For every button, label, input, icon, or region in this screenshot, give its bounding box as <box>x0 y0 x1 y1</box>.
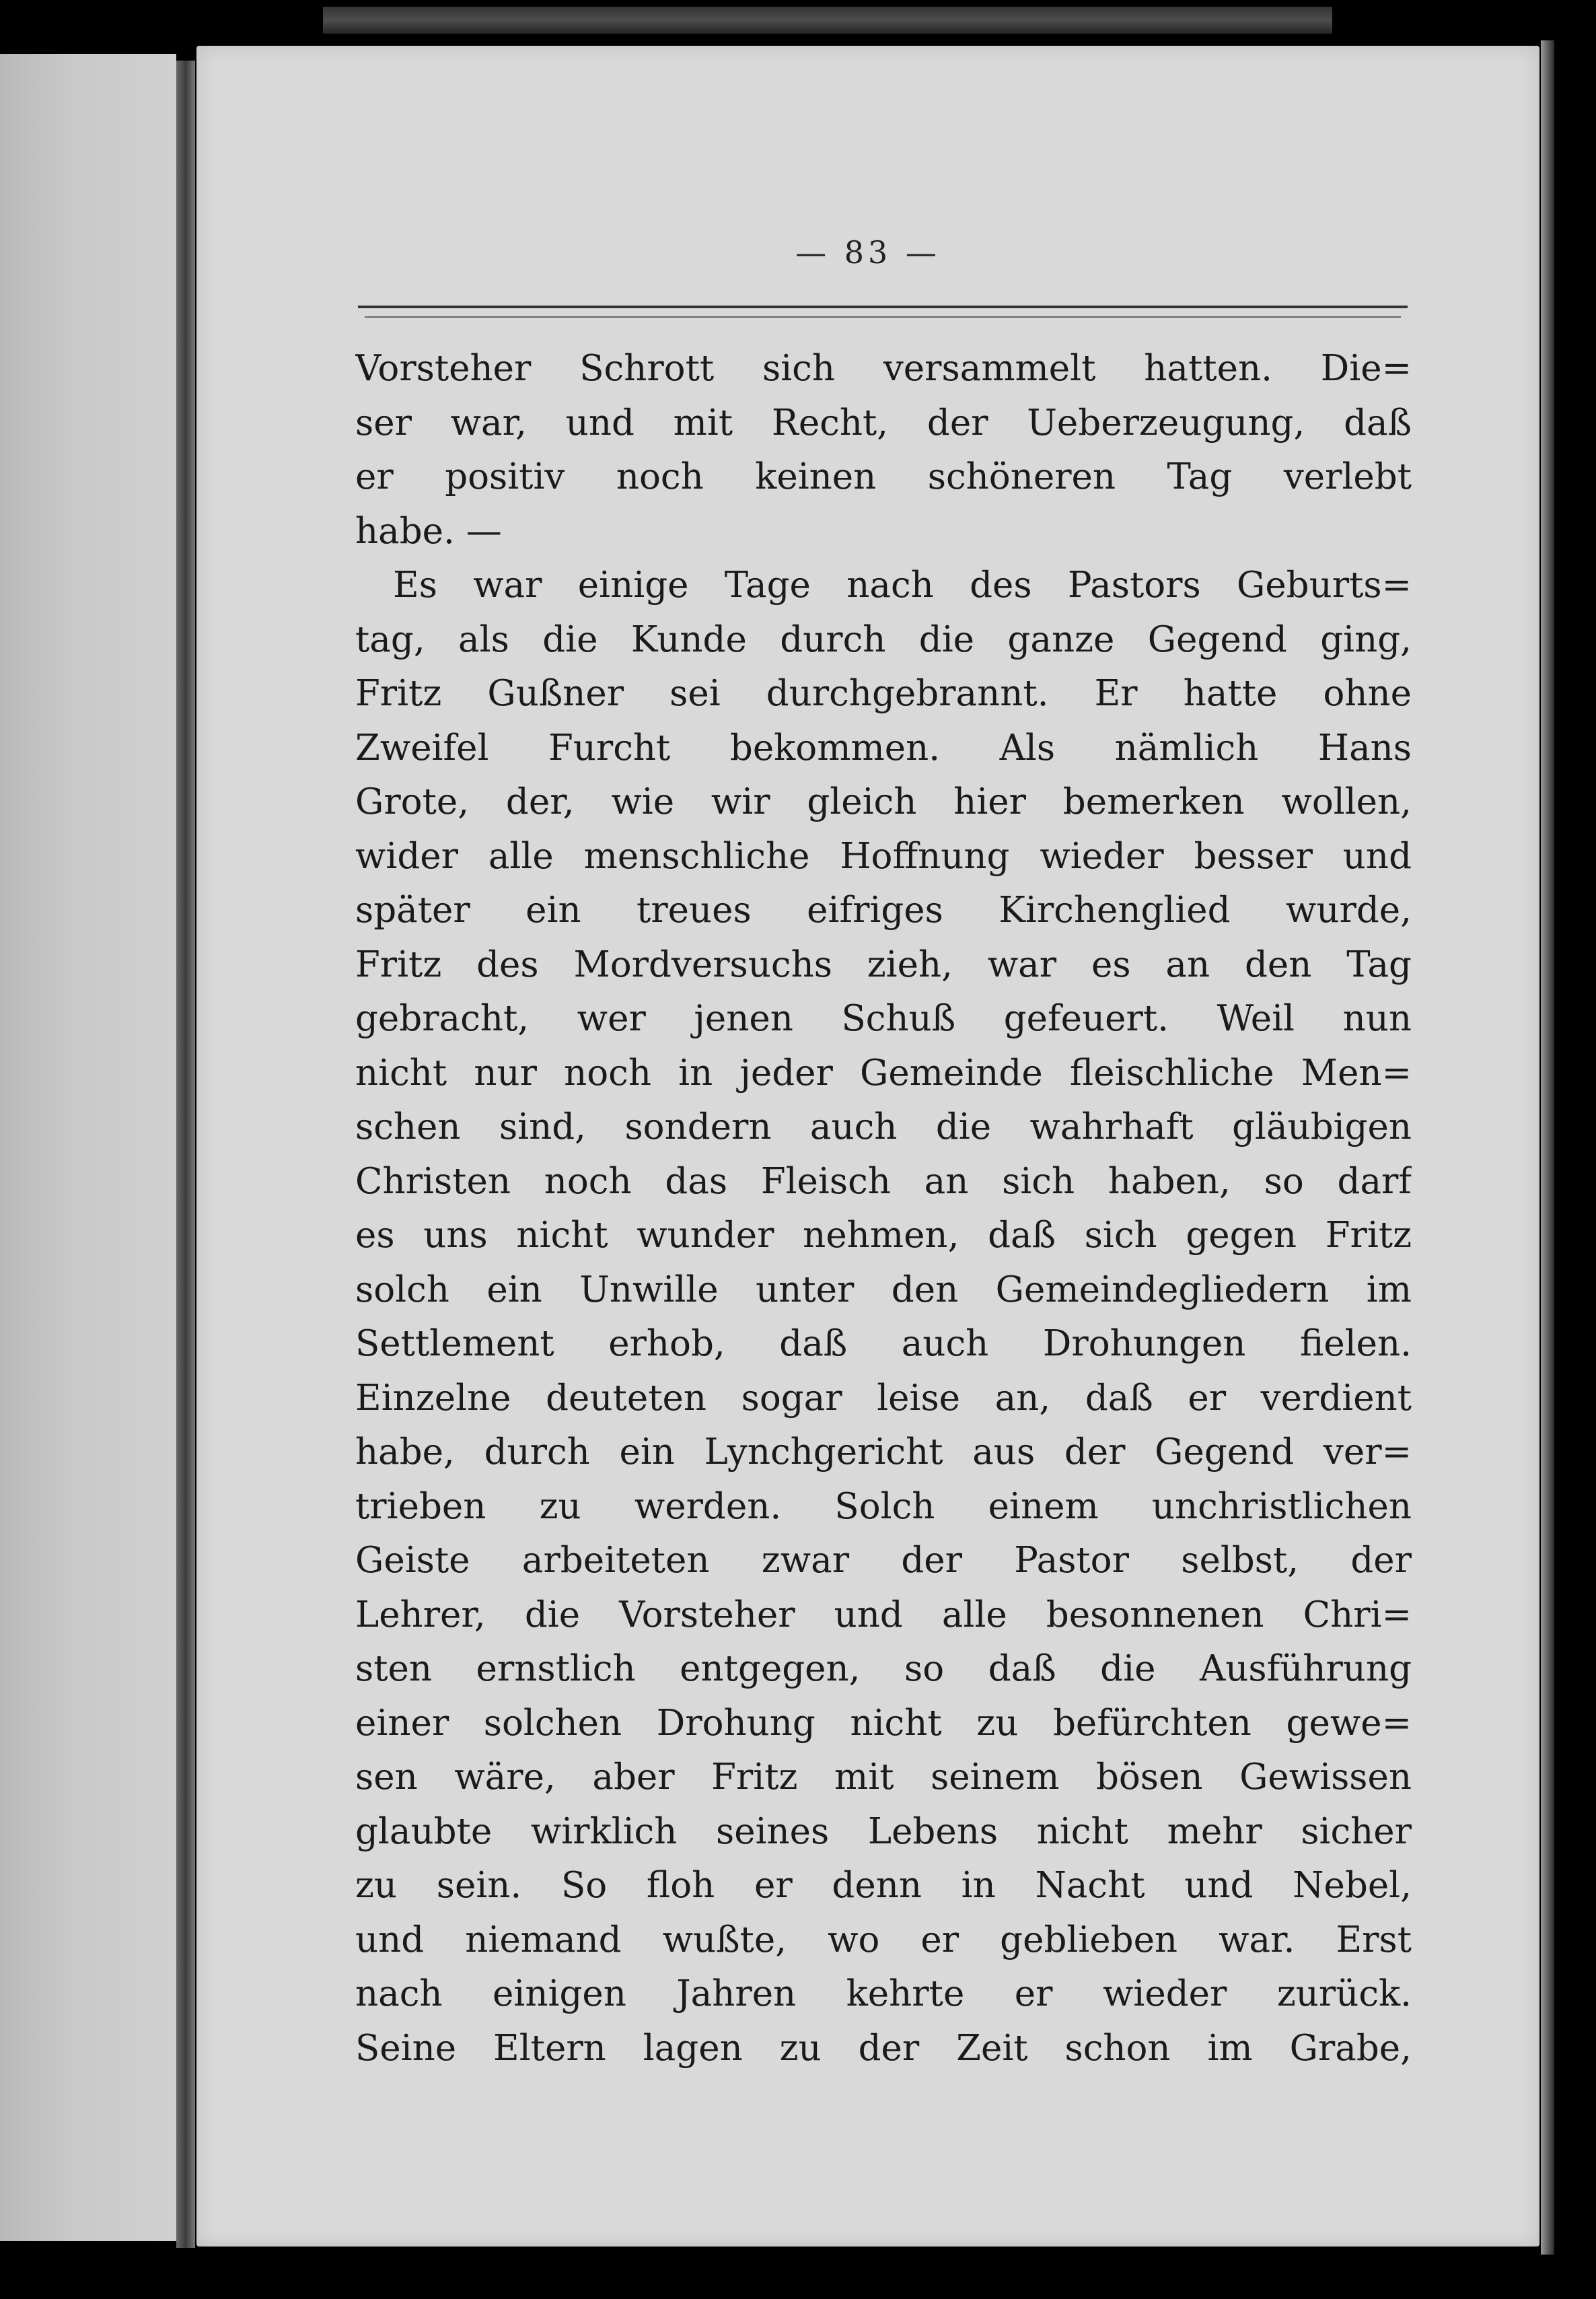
text-line: Einzelne deuteten sogar leise an, daß er verdient <box>355 1377 1412 1419</box>
text-line: Grote, der, wie wir gleich hier bemerken wollen, <box>355 781 1412 822</box>
text-line: und niemand wußte, wo er geblieben war. Erst <box>355 1919 1412 1960</box>
text-line: zu sein. So floh er denn in Nacht und Nebel, <box>355 1865 1412 1906</box>
page-number: — 83 — <box>795 234 941 271</box>
text-line: Seine Eltern lagen zu der Zeit schon im Grabe, <box>355 2027 1412 2069</box>
text-line: tag, als die Kunde durch die ganze Gegend ging, <box>355 618 1412 660</box>
text-line: Fritz Gußner sei durchgebrannt. Er hatte ohne <box>355 673 1412 714</box>
header-rule <box>358 306 1408 308</box>
text-line: Geiste arbeiteten zwar der Pastor selbst, der <box>355 1540 1412 1581</box>
paragraph-first-line: Es war einige Tage nach des Pastors Geburts= <box>393 565 1412 606</box>
text-line: einer solchen Drohung nicht zu befürchten gewe= <box>355 1702 1412 1744</box>
book-gutter <box>176 61 195 2248</box>
text-line: wider alle menschliche Hoffnung wieder besser und <box>355 835 1412 877</box>
text-line: Fritz des Mordversuchs zieh, war es an den Tag <box>355 944 1412 985</box>
text-line: habe. — <box>355 510 502 552</box>
scan-top-edge <box>323 7 1332 34</box>
text-line: nach einigen Jahren kehrte er wieder zurück. <box>355 1973 1412 2014</box>
text-line: glaubte wirklich seines Lebens nicht mehr sicher <box>355 1810 1412 1852</box>
header-rule-secondary <box>365 316 1401 318</box>
body-text <box>355 342 1412 2076</box>
text-line: sen wäre, aber Fritz mit seinem bösen Gewissen <box>355 1757 1412 1798</box>
text-line: Settlement erhob, daß auch Drohungen fielen. <box>355 1323 1412 1364</box>
text-line: sten ernstlich entgegen, so daß die Ausführung <box>355 1648 1412 1689</box>
text-line: habe, durch ein Lynchgericht aus der Gegend ver= <box>355 1431 1412 1473</box>
text-line: er positiv noch keinen schöneren Tag verlebt <box>355 456 1412 497</box>
text-line: Christen noch das Fleisch an sich haben, so darf <box>355 1160 1412 1202</box>
text-line: es uns nicht wunder nehmen, daß sich gegen Fritz <box>355 1215 1412 1256</box>
text-line: ser war, und mit Recht, der Ueberzeugung, daß <box>355 402 1412 444</box>
text-line: gebracht, wer jenen Schuß gefeuert. Weil nun <box>355 998 1412 1039</box>
text-line: Lehrer, die Vorsteher und alle besonnenen Chri= <box>355 1594 1412 1635</box>
text-line: später ein treues eifriges Kirchenglied wurde, <box>355 890 1412 931</box>
text-line: solch ein Unwille unter den Gemeindegliedern im <box>355 1269 1412 1310</box>
book-page <box>196 46 1539 2247</box>
text-line: Zweifel Furcht bekommen. Als nämlich Hans <box>355 727 1412 769</box>
page-right-edge <box>1541 40 1554 2255</box>
text-line: nicht nur noch in jeder Gemeinde fleischliche Men= <box>355 1052 1412 1094</box>
text-line: Vorsteher Schrott sich versammelt hatten. Die= <box>355 348 1412 389</box>
text-line: trieben zu werden. Solch einem unchristlichen <box>355 1485 1412 1527</box>
facing-page-edge <box>0 54 176 2241</box>
text-line: schen sind, sondern auch die wahrhaft gläubigen <box>355 1106 1412 1147</box>
